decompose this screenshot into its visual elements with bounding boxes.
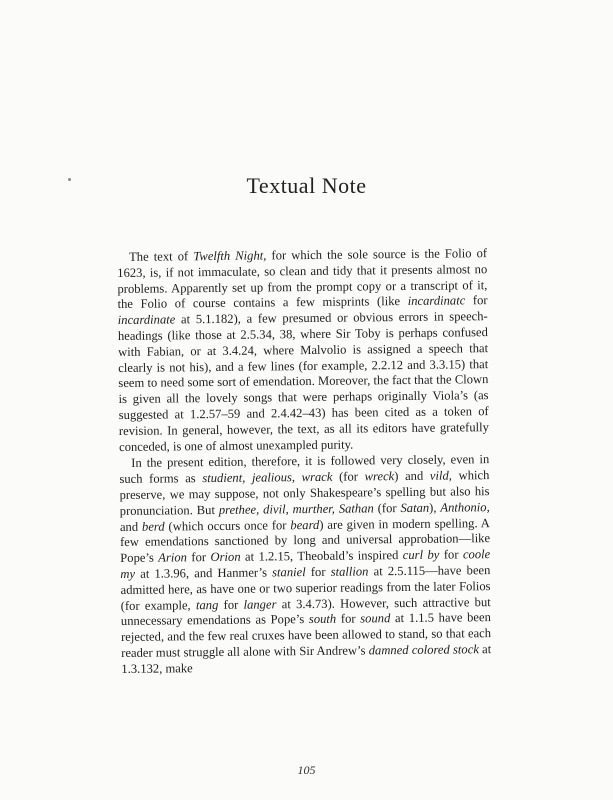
italic-run: beard <box>290 517 320 532</box>
paragraph-2 <box>119 452 491 677</box>
text-run: at 2.5.115—have been admitted here, as have one or two superior readings from the later Folios (for example, <box>120 563 491 613</box>
body-text <box>117 246 491 677</box>
text-run: at 1.1.5 have been rejected, and the few real cruxes have been allowed to stand, so that each reader must struggle all alone with Sir Andrew’s <box>120 610 492 660</box>
italic-run: Orion <box>210 549 241 565</box>
italic-run: langer <box>243 596 277 612</box>
italic-run: Satan <box>400 500 430 515</box>
text-run: ), <box>429 500 441 515</box>
text-run: In the present edition, therefore, it is followed very closely, even in such forms as <box>119 452 490 487</box>
italic-run: incardinate <box>117 312 176 328</box>
italic-run: vild, <box>429 468 453 483</box>
text-run: at 1.3.132, make <box>121 642 492 676</box>
text-run: at 3.4.73). However, such attractive but unnecessary emendations as Pope’s <box>120 594 491 629</box>
text-run: which preserve, we may suppose, not only Shakespeare’s spelling but also his pronunciation. But <box>119 468 490 518</box>
italic-run: berd <box>141 519 165 534</box>
italic-run: wreck <box>364 469 395 484</box>
page-number: 105 <box>297 763 316 777</box>
italic-run: coole my <box>120 547 491 581</box>
italic-run: tang <box>195 597 219 612</box>
italic-run: Arion <box>158 550 188 565</box>
page-title: Textual Note <box>246 173 367 198</box>
text-run: at 5.1.182), a few presumed or obvious errors in speech-headings (like those at 2.5.34, 38, where Sir Toby is perhaps confused with Fabian, or at 3.4.24, where Malvolio is assigned a speech that clearly is not his), and a few lines (for example, 2.2.12 and 3.3.15) that seem to need some sort of emendation. Moreover, the fact that the Clown is given all the lovely songs that were perhaps originally Viola’s (as suggested at 1.2.57–59 and 2.4.42–43) has been cited as a token of revision. In general, however, the text, as all its editors have gratefully conceded, is one of almost unexampled purity. <box>117 309 489 454</box>
italic-run: prethee, divil, murther, Sathan <box>218 501 374 517</box>
text-run: for <box>305 564 331 579</box>
italic-run: Anthonio, <box>440 499 490 515</box>
text-run: at 1.3.96, and Hanmer’s <box>135 565 273 581</box>
text-run: for <box>465 293 488 308</box>
text-run: for which the sole source is the Folio of 1623, is, if not immaculate, so clean and tidy that it presents almost no problems. Apparently set up from the prompt copy or a transcript of it, the Folio of course contains a few misprints (like <box>117 246 488 312</box>
italic-run: damned colored stock <box>368 642 479 658</box>
italic-run: staniel <box>272 564 306 580</box>
text-run: (which occurs once for <box>164 517 291 534</box>
text-run: (for <box>332 469 365 484</box>
text-run: for <box>336 611 361 627</box>
italic-run: south <box>308 612 337 627</box>
text-run: ) are given in modern spelling. A few emendations sanctioned by long and universal approbation—like Pope’s <box>119 515 491 566</box>
paragraph-1 <box>117 246 489 455</box>
text-run: for <box>186 550 211 565</box>
italic-run: stallion <box>330 564 369 579</box>
italic-run: sound <box>360 611 391 626</box>
italic-run: incardinatc <box>407 293 466 309</box>
text-run: for <box>439 547 463 562</box>
italic-run: Twelfth Night, <box>193 248 267 264</box>
italic-run: studient, jealious, wrack <box>202 469 333 486</box>
text-run: for <box>218 597 244 612</box>
text-run: and <box>119 519 143 534</box>
text-run: (for <box>373 500 401 516</box>
text-run: at 1.2.15, Theobald’s inspired <box>240 548 403 564</box>
italic-run: curl by <box>402 547 440 563</box>
text-run: ) and <box>394 468 430 484</box>
text-run: The text of <box>128 249 194 264</box>
